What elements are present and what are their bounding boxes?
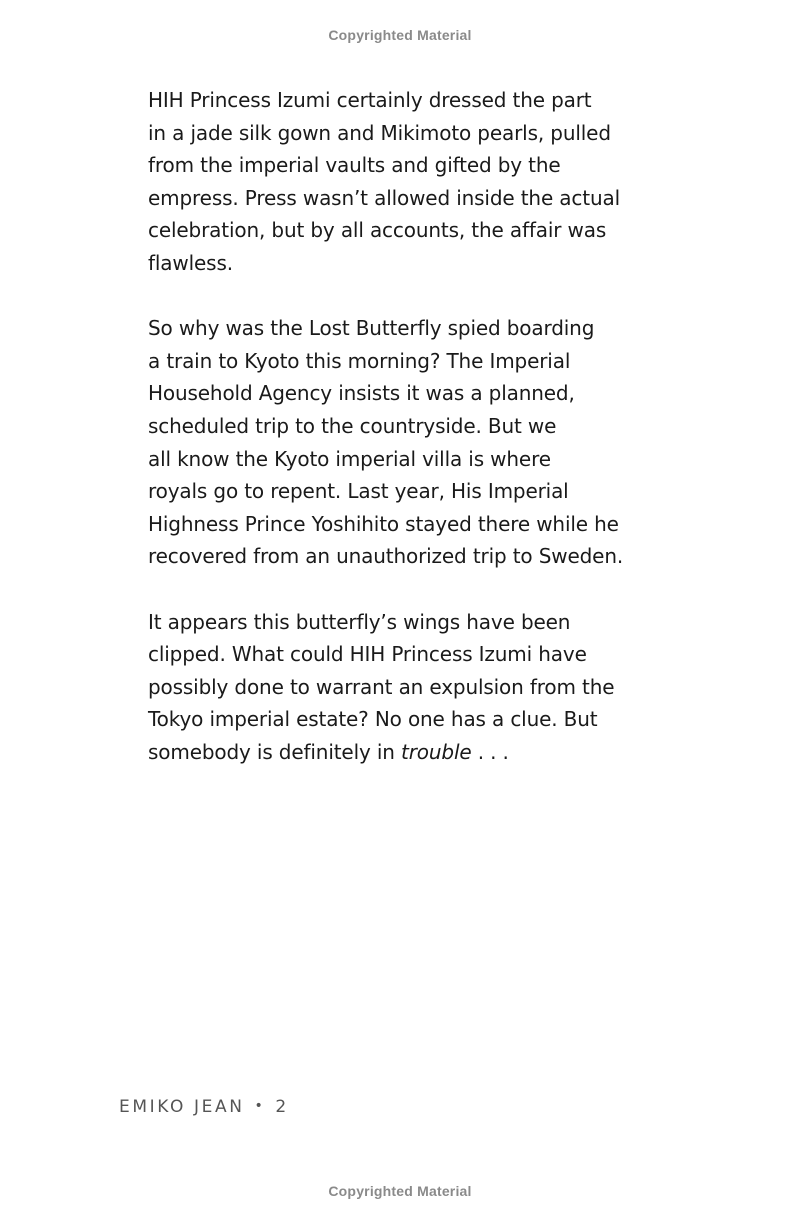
text-line: clipped. What could HIH Princess Izumi have [148, 642, 587, 667]
text-line: HIH Princess Izumi certainly dressed the part [148, 88, 592, 112]
text-line: Tokyo imperial estate? No one has a clue. But [148, 707, 598, 732]
ellipsis: . . . [471, 739, 509, 764]
text-line: in a jade silk gown and Mikimoto pearls, pulled [148, 120, 611, 145]
separator-dot: • [254, 1098, 266, 1114]
author-name: EMIKO JEAN [119, 1097, 245, 1117]
page-number: 2 [275, 1097, 289, 1117]
running-footer [119, 1097, 289, 1117]
text-line: all know the Kyoto imperial villa is where [148, 446, 551, 471]
text-line: flawless. [148, 250, 233, 275]
text-line: Household Agency insists it was a planned, [148, 381, 575, 406]
paragraph-2 [148, 312, 668, 573]
page-body [148, 84, 668, 801]
text-run: somebody is definitely in [148, 739, 402, 764]
text-line: It appears this butterfly’s wings have been [148, 609, 571, 634]
text-line: celebration, but by all accounts, the affair was [148, 218, 607, 243]
paragraph-3 [148, 606, 668, 769]
text-line: royals go to repent. Last year, His Imperial [148, 479, 569, 504]
text-line: a train to Kyoto this morning? The Imperial [148, 348, 571, 373]
copyright-watermark-top: Copyrighted Material [328, 27, 472, 43]
text-line: possibly done to warrant an expulsion from the [148, 674, 615, 699]
paragraph-1 [148, 84, 668, 280]
text-line: So why was the Lost Butterfly spied boarding [148, 316, 595, 341]
text-line: scheduled trip to the countryside. But we [148, 413, 557, 438]
text-line: from the imperial vaults and gifted by the [148, 153, 561, 178]
text-line: Highness Prince Yoshihito stayed there while he [148, 511, 619, 536]
copyright-watermark-bottom: Copyrighted Material [328, 1183, 472, 1199]
text-line: recovered from an unauthorized trip to Sweden. [148, 544, 624, 569]
text-line-final [148, 736, 668, 769]
text-line: empress. Press wasn’t allowed inside the actual [148, 185, 620, 210]
emphasized-word: trouble [401, 739, 472, 764]
